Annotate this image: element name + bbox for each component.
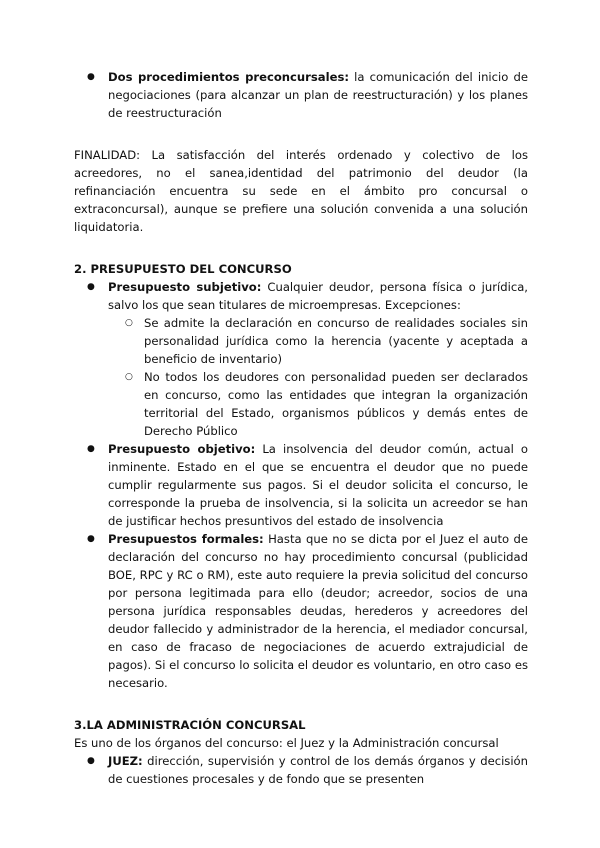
sublist-item-entes-publicos: ○ No todos los deudores con personalidad pueden ser declarados en concurso, como las entidades que integran la organización territorial del Estado, organismos públicos y demás entes de Derecho Público (74, 368, 528, 440)
presupuestos-list (74, 278, 528, 692)
term-objetivo: Presupuesto objetivo: (108, 442, 256, 456)
term-subjetivo: Presupuesto subjetivo: (108, 280, 262, 294)
list-item-preconcursal (74, 68, 528, 122)
text-formales: Hasta que no se dicta por el Juez el auto de declaración del concurso no hay procedimiento concursal (publicidad BOE, RPC y RC o RM), este auto requiere la previa solicitud del concurso por persona legitimada para ello (deudor; acreedor, socios de una persona jurídica responsables deudas, herederos y acreedores del deudor fallecido y administrador de la herencia, el mediador concursal, en caso de fracaso de negociaciones de acuerdo extrajudicial de pagos). Si el concurso lo solicita el deudor es voluntario, en otro caso es necesario. (108, 532, 529, 690)
text-subjetivo: Cualquier deudor, persona física o jurídica, salvo los que sean titulares de microempresas. Excepciones: (108, 280, 528, 312)
section2-heading: 2. PRESUPUESTO DEL CONCURSO (74, 262, 292, 276)
list-item-subjetivo (74, 278, 528, 314)
list-item-juez (74, 752, 528, 788)
term-preconcursal: Dos procedimientos preconcursales: (108, 70, 349, 84)
text-objetivo: La insolvencia del deudor común, actual o inminente. Estado en el que se encuentra el deudor que no puede cumplir regularmente sus pagos. Si el deudor solicita el concurso, le corresponde la prueba de insolvencia, si la solicita un acreedor se han de justificar hechos presuntivos del estado de insolvencia (108, 442, 528, 528)
text-preconcursal: la comunicación del inicio de negociaciones (para alcanzar un plan de reestructuración) y los planes de reestructuración (108, 70, 528, 120)
term-formales: Presupuestos formales: (108, 532, 264, 546)
term-juez: JUEZ: (108, 754, 143, 768)
text-juez: dirección, supervisión y control de los demás órganos y decisión de cuestiones procesales y de fondo que se presenten (108, 754, 528, 786)
sublist-item-herencia: ○ Se admite la declaración en concurso de realidades sociales sin personalidad jurídica como la herencia (yacente y aceptada a beneficio de inventario) (74, 314, 528, 368)
preconcursal-list (74, 68, 528, 122)
section3-intro: Es uno de los órganos del concurso: el Juez y la Administración concursal (74, 736, 499, 750)
organos-list (74, 752, 528, 788)
finalidad-paragraph: FINALIDAD: La satisfacción del interés ordenado y colectivo de los acreedores, no el sanea,identidad del patrimonio del deudor (la refinanciación encuentra su sede en el ámbito pro concursal o extraconcursal), aunque se prefiere una solución convenida a una solución liquidatoria. (74, 148, 528, 234)
section3-heading: 3.LA ADMINISTRACIÓN CONCURSAL (74, 718, 306, 732)
list-item-objetivo (74, 440, 528, 530)
list-item-formales (74, 530, 528, 692)
